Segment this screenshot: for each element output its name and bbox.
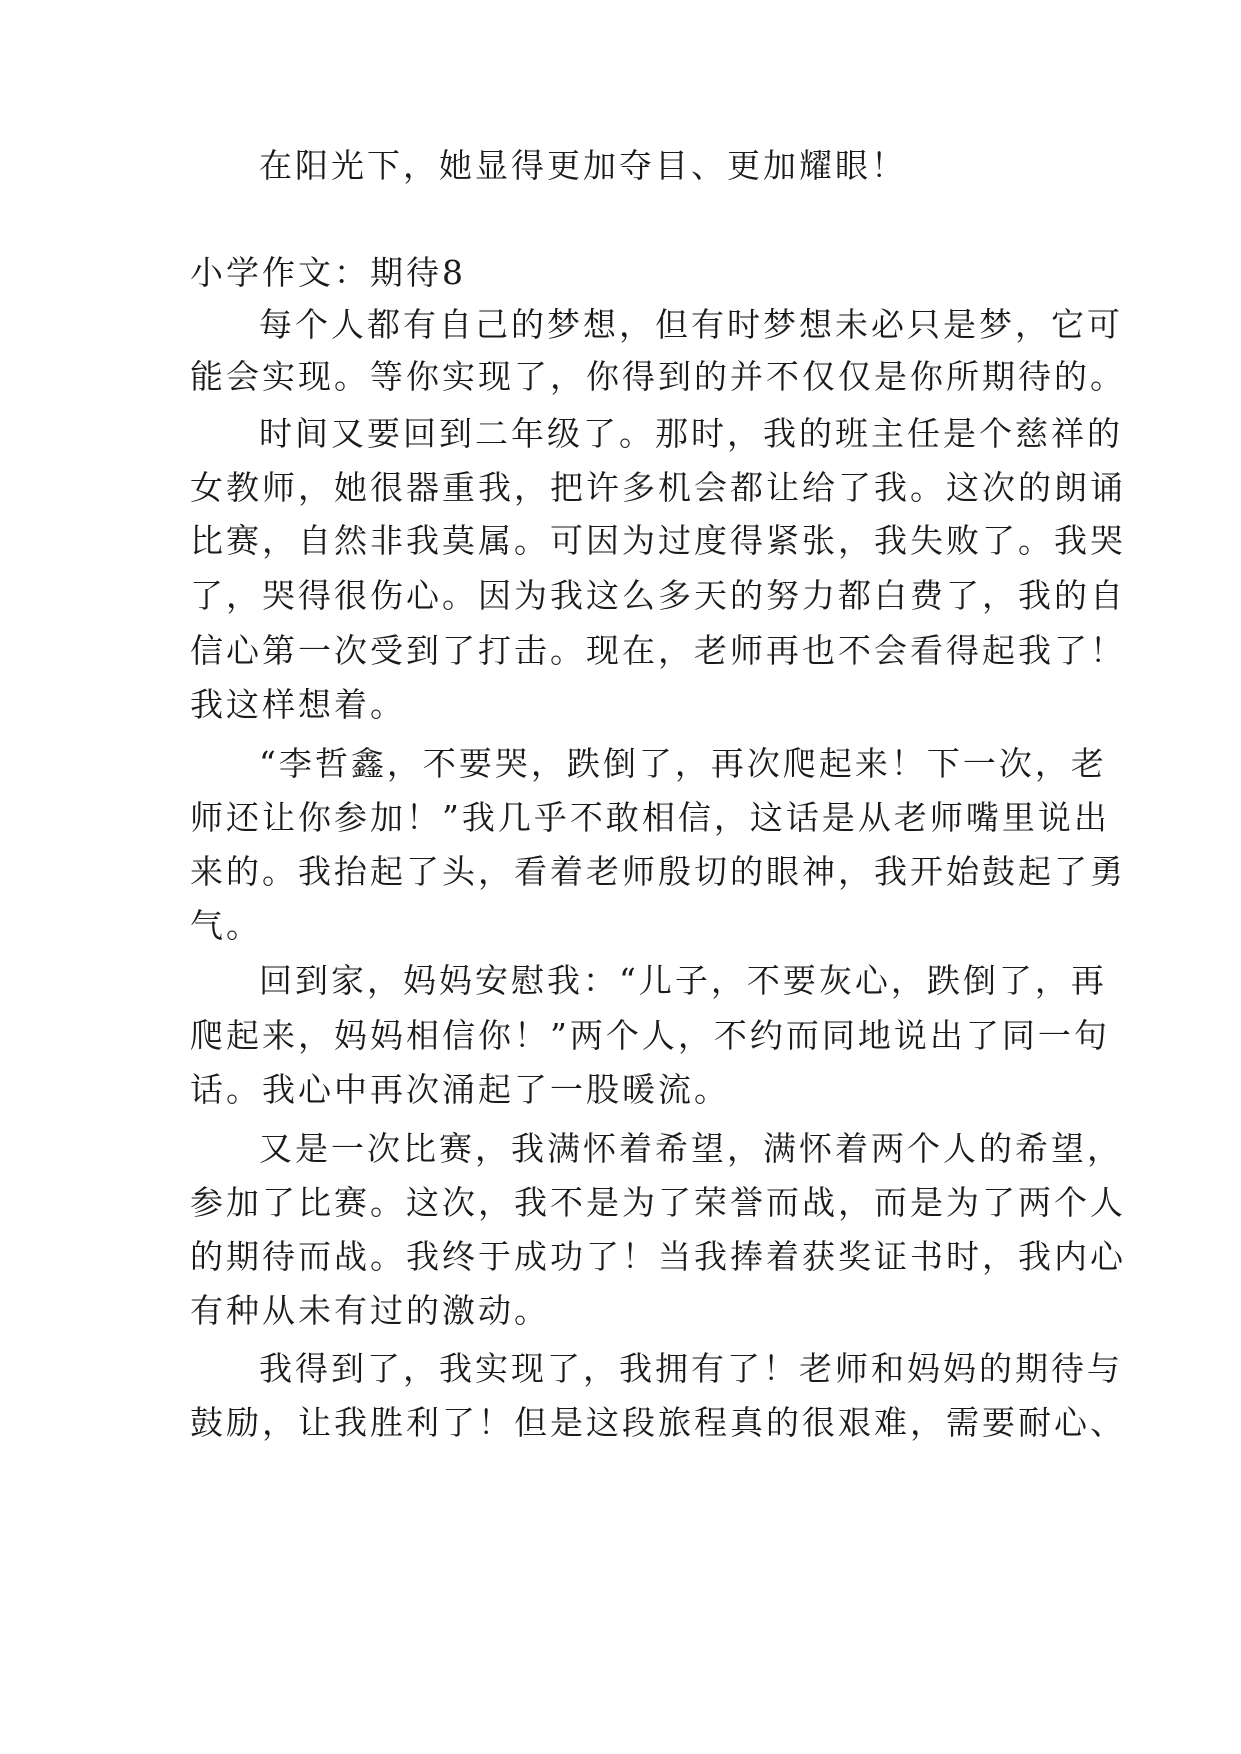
paragraph-line: 能会实现。等你实现了，你得到的并不仅仅是你所期待的。 (190, 357, 1126, 396)
paragraph-line: 比赛，自然非我莫属。可因为过度得紧张，我失败了。我哭 (190, 521, 1126, 560)
paragraph-line: 气。 (190, 906, 262, 945)
paragraph-line: 爬起来，妈妈相信你！”两个人，不约而同地说出了同一句 (190, 1016, 1110, 1055)
paragraph-line: “李哲鑫，不要哭，跌倒了，再次爬起来！下一次，老 (259, 744, 1107, 783)
essay-heading: 小学作文：期待8 (190, 253, 466, 292)
paragraph-line: 女教师，她很器重我，把许多机会都让给了我。这次的朗诵 (190, 468, 1126, 507)
paragraph-line: 的期待而战。我终于成功了！当我捧着获奖证书时，我内心 (190, 1237, 1126, 1276)
paragraph-line: 时间又要回到二年级了。那时，我的班主任是个慈祥的 (259, 414, 1123, 453)
paragraph-line: 在阳光下，她显得更加夺目、更加耀眼！ (259, 146, 907, 185)
paragraph-line: 又是一次比赛，我满怀着希望，满怀着两个人的希望， (259, 1129, 1123, 1168)
paragraph-line: 信心第一次受到了打击。现在，老师再也不会看得起我了！ (190, 631, 1126, 670)
paragraph-line: 我得到了，我实现了，我拥有了！老师和妈妈的期待与 (259, 1349, 1123, 1388)
paragraph-line: 来的。我抬起了头，看着老师殷切的眼神，我开始鼓起了勇 (190, 852, 1126, 891)
paragraph-line: 了，哭得很伤心。因为我这么多天的努力都白费了，我的自 (190, 576, 1126, 615)
paragraph-line: 话。我心中再次涌起了一股暖流。 (190, 1070, 730, 1109)
paragraph-line: 参加了比赛。这次，我不是为了荣誉而战，而是为了两个人 (190, 1183, 1126, 1222)
paragraph-line: 有种从未有过的激动。 (190, 1291, 550, 1330)
paragraph-line: 每个人都有自己的梦想，但有时梦想未必只是梦，它可 (259, 305, 1123, 344)
paragraph-line: 回到家，妈妈安慰我：“儿子，不要灰心，跌倒了，再 (259, 961, 1107, 1000)
paragraph-line: 鼓励，让我胜利了！但是这段旅程真的很艰难，需要耐心、 (190, 1403, 1126, 1442)
paragraph-line: 师还让你参加！”我几乎不敢相信，这话是从老师嘴里说出 (190, 798, 1110, 837)
paragraph-line: 我这样想着。 (190, 685, 406, 724)
